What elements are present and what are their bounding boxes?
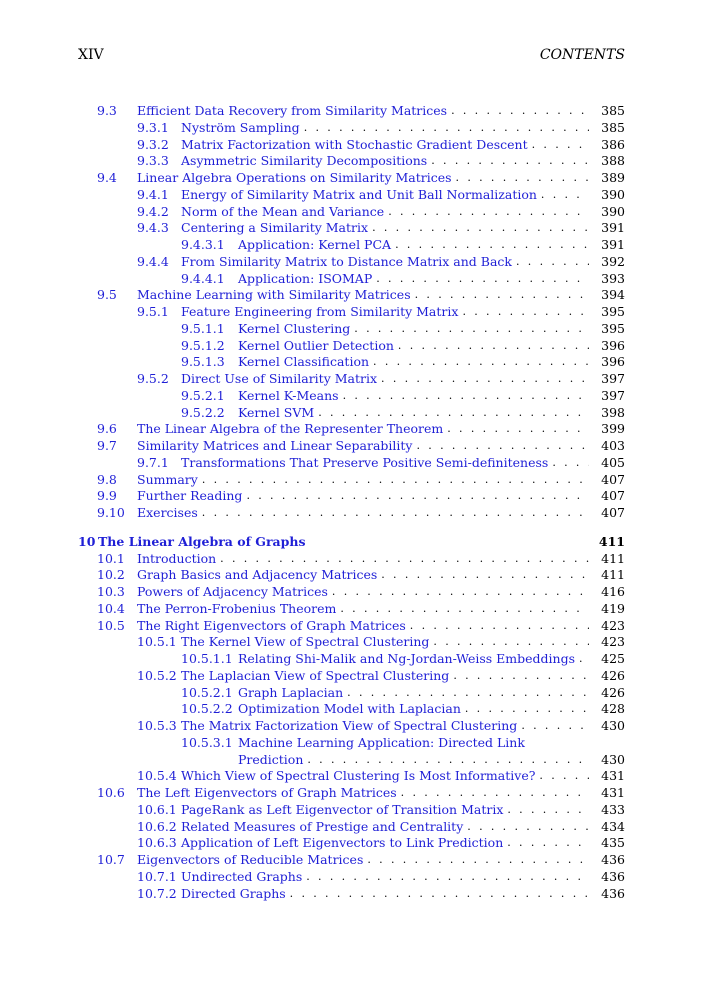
toc-entry-title-wrap[interactable] xyxy=(238,701,589,718)
toc-entry-title[interactable]: Graph Basics and Adjacency Matrices xyxy=(137,567,378,583)
toc-dot-leader xyxy=(401,785,589,802)
toc-entry-title-wrap[interactable] xyxy=(238,685,589,702)
toc-entry-title[interactable]: Similarity Matrices and Linear Separability xyxy=(137,438,413,453)
toc-entry-number[interactable]: 9.5 xyxy=(97,287,117,303)
toc-page-number: 411 xyxy=(601,550,625,566)
toc-dot-leader xyxy=(447,421,589,438)
toc-entry-title-wrap[interactable] xyxy=(238,735,589,752)
toc-page-number: 423 xyxy=(601,634,625,650)
toc-page-number: 397 xyxy=(601,387,625,403)
toc-page-number: 399 xyxy=(601,421,625,437)
toc-entry[interactable] xyxy=(78,438,625,455)
toc-page-number: 396 xyxy=(601,337,625,353)
toc-entry-title[interactable]: The Perron-Frobenius Theorem xyxy=(137,600,337,616)
toc-entry[interactable] xyxy=(78,120,625,137)
toc-entry-title[interactable]: Kernel K-Means xyxy=(238,387,339,403)
toc-entry[interactable] xyxy=(78,187,625,204)
toc-entry[interactable] xyxy=(78,254,625,271)
toc-page-number: 390 xyxy=(601,203,625,219)
toc-entry-number[interactable]: 10.6.1 xyxy=(137,801,177,817)
toc-entry-title[interactable]: Which View of Spectral Clustering Is Most Informative? xyxy=(181,768,536,784)
toc-entry-title[interactable]: Kernel Classification xyxy=(238,354,370,370)
toc-dot-leader xyxy=(467,819,589,836)
toc-entry-title[interactable]: The Left Eigenvectors of Graph Matrices xyxy=(137,785,397,800)
toc-entry[interactable] xyxy=(78,785,625,802)
toc-entry-number[interactable]: 10.2 xyxy=(97,567,125,583)
toc-dot-leader xyxy=(462,304,589,321)
toc-dot-leader xyxy=(381,371,589,388)
toc-entry-title[interactable]: The Linear Algebra of the Representer Theorem xyxy=(137,421,444,437)
toc-dot-leader xyxy=(220,551,589,568)
toc-entry[interactable] xyxy=(78,735,625,752)
toc-entry-title-wrap[interactable] xyxy=(181,835,589,852)
toc-entry-title[interactable]: Further Reading xyxy=(137,488,243,504)
toc-entry-title-wrap[interactable] xyxy=(238,237,589,254)
toc-entry-number[interactable]: 10.1 xyxy=(97,550,125,566)
toc-entry-title-wrap[interactable] xyxy=(238,388,589,405)
toc-page-number: 385 xyxy=(601,119,625,135)
toc-page-number: 407 xyxy=(601,488,625,504)
toc-dot-leader xyxy=(532,137,589,154)
toc-entry-number[interactable]: 9.9 xyxy=(97,488,117,504)
toc-dot-leader xyxy=(372,220,589,237)
toc-dot-leader xyxy=(340,601,589,618)
toc-dot-leader xyxy=(453,668,589,685)
toc-entry-title[interactable]: Relating Shi-Malik and Ng-Jordan-Weiss Embeddings xyxy=(238,651,576,666)
toc-dot-leader xyxy=(332,584,589,601)
toc-entry-number[interactable]: 10.5.3 xyxy=(137,718,177,733)
toc-entry-title-wrap[interactable] xyxy=(238,752,589,769)
toc-dot-leader xyxy=(398,338,589,355)
toc-entry-title-wrap[interactable] xyxy=(181,768,589,785)
toc-entry[interactable] xyxy=(78,204,625,221)
toc-entry-number[interactable]: 9.10 xyxy=(97,505,125,520)
toc-entry-number[interactable]: 10.6.3 xyxy=(137,835,177,851)
toc-page-number: 386 xyxy=(601,136,625,152)
toc-entry-number[interactable]: 9.3.1 xyxy=(137,119,169,135)
toc-entry-title-wrap[interactable] xyxy=(181,187,589,204)
toc-entry-title-wrap[interactable] xyxy=(181,204,589,221)
toc-entry-number[interactable]: 9.4.4.1 xyxy=(181,270,225,286)
toc-page-number: 407 xyxy=(601,471,625,487)
toc-page-number: 419 xyxy=(601,600,625,616)
toc-page-number: 392 xyxy=(601,253,625,269)
toc-page-number: 436 xyxy=(601,868,625,884)
toc-entry-number[interactable]: 10.6 xyxy=(97,785,125,800)
toc-entry[interactable] xyxy=(78,752,625,769)
toc-entry-title-wrap[interactable] xyxy=(181,371,589,388)
toc-entry[interactable] xyxy=(78,304,625,321)
toc-entry-number[interactable]: 9.5.1.2 xyxy=(181,337,225,353)
toc-page-number: 395 xyxy=(601,304,625,319)
toc-entry[interactable] xyxy=(78,802,625,819)
toc-entry-title[interactable]: The Matrix Factorization View of Spectral Clustering xyxy=(181,718,518,733)
toc-page-number: 393 xyxy=(601,270,625,286)
toc-page-number: 431 xyxy=(601,785,625,800)
toc-entry-title[interactable]: Transformations That Preserve Positive Semi-definiteness xyxy=(181,454,549,470)
toc-dot-leader xyxy=(373,354,589,371)
toc-entry-number[interactable]: 10.5.2.1 xyxy=(181,684,233,700)
toc-entry-title-wrap[interactable] xyxy=(137,852,589,869)
toc-entry-title[interactable]: Exercises xyxy=(137,505,198,520)
toc-page-number: 426 xyxy=(601,684,625,700)
toc-entry-title[interactable]: Kernel SVM xyxy=(238,404,315,420)
toc-entry-title[interactable]: Application: Kernel PCA xyxy=(238,237,392,252)
toc-dot-leader xyxy=(304,120,589,137)
toc-entry-title-wrap[interactable] xyxy=(238,651,589,668)
toc-entry-title-wrap[interactable] xyxy=(137,488,589,505)
toc-page-number: 389 xyxy=(601,170,625,185)
toc-page-number: 433 xyxy=(601,801,625,817)
toc-dot-leader xyxy=(347,685,589,702)
toc-dot-leader xyxy=(431,153,589,170)
toc-entry-number[interactable]: 10.5.2 xyxy=(137,667,177,683)
toc-entry-title[interactable]: The Kernel View of Spectral Clustering xyxy=(181,634,430,650)
toc-dot-leader xyxy=(451,103,589,120)
toc-entry[interactable] xyxy=(78,472,625,489)
toc-page-number: 411 xyxy=(598,533,625,549)
toc-entry-title[interactable]: Related Measures of Prestige and Centrality xyxy=(181,818,464,834)
toc-entry-title-wrap[interactable] xyxy=(181,220,589,237)
toc-page-number: 430 xyxy=(601,718,625,733)
toc-entry[interactable] xyxy=(78,768,625,785)
toc-entry-title[interactable]: Optimization Model with Laplacian xyxy=(238,701,461,717)
toc-entry-number[interactable]: 9.4.1 xyxy=(137,186,169,202)
toc-entry-title[interactable]: Kernel Clustering xyxy=(238,320,351,336)
toc-entry[interactable] xyxy=(78,668,625,685)
toc-entry-number[interactable]: 9.7 xyxy=(97,438,117,453)
toc-page-number: 407 xyxy=(601,505,625,520)
toc-entry-title[interactable]: Kernel Outlier Detection xyxy=(238,337,394,353)
toc-entry-number[interactable]: 9.3.2 xyxy=(137,136,169,152)
toc-dot-leader xyxy=(456,170,589,187)
toc-entry-title-wrap[interactable] xyxy=(238,338,589,355)
toc-entry-title[interactable]: Summary xyxy=(137,471,198,487)
toc-entry-number[interactable]: 9.3.3 xyxy=(137,153,169,169)
toc-entry-number[interactable]: 9.5.2.1 xyxy=(181,387,225,403)
toc-dot-leader xyxy=(541,187,589,204)
toc-dot-leader xyxy=(507,802,589,819)
toc-page-number: 394 xyxy=(601,287,625,303)
page-header xyxy=(78,47,625,65)
toc-dot-leader xyxy=(202,472,589,489)
toc-dot-leader xyxy=(354,321,589,338)
toc-entry[interactable] xyxy=(78,237,625,254)
toc-page-number: 397 xyxy=(601,371,625,386)
toc-dot-leader xyxy=(290,886,589,903)
toc-entry-title[interactable]: Application: ISOMAP xyxy=(238,270,373,286)
toc-entry-title-wrap[interactable] xyxy=(181,869,589,886)
toc-dot-leader xyxy=(307,752,589,769)
toc-entry-title[interactable]: Centering a Similarity Matrix xyxy=(181,220,369,236)
toc-entry-title[interactable]: Energy of Similarity Matrix and Unit Ball Normalization xyxy=(181,186,537,202)
toc-entry[interactable] xyxy=(78,287,625,304)
toc-page-number: 430 xyxy=(601,751,625,767)
toc-dot-leader xyxy=(202,505,589,522)
toc-entry[interactable] xyxy=(78,170,625,187)
toc-page-number: 403 xyxy=(601,438,625,453)
toc-entry-number[interactable]: 9.4.4 xyxy=(137,253,169,269)
toc-entry-title-wrap[interactable] xyxy=(137,551,589,568)
toc-entry[interactable] xyxy=(78,220,625,237)
toc-dot-leader xyxy=(367,852,589,869)
toc-entry-title-wrap[interactable] xyxy=(137,567,589,584)
toc-entry-title[interactable]: Prediction xyxy=(238,751,304,767)
toc-entry-number[interactable]: 9.5.1.1 xyxy=(181,320,225,336)
toc-dot-leader xyxy=(318,405,589,422)
toc-entry-title[interactable]: Introduction xyxy=(137,550,217,566)
toc-entry-title[interactable]: Application of Left Eigenvectors to Link Prediction xyxy=(181,835,504,851)
toc-entry-title[interactable]: Directed Graphs xyxy=(181,885,286,901)
toc-entry-title-wrap[interactable] xyxy=(181,802,589,819)
toc-entry[interactable] xyxy=(78,835,625,852)
toc-entry-number[interactable]: 10.6.2 xyxy=(137,818,177,834)
toc-entry[interactable] xyxy=(78,103,625,120)
toc-entry-title[interactable]: From Similarity Matrix to Distance Matrix and Back xyxy=(181,253,512,269)
toc-entry-title-wrap[interactable] xyxy=(238,321,589,338)
toc-page-number: 385 xyxy=(601,103,625,118)
toc-entry-title[interactable]: Nyström Sampling xyxy=(181,119,300,135)
toc-entry-number[interactable]: 10.4 xyxy=(97,600,125,616)
toc-entry-title-wrap[interactable] xyxy=(137,421,589,438)
toc-dot-leader xyxy=(415,287,589,304)
toc-entry-number[interactable]: 9.4.2 xyxy=(137,203,169,219)
toc-entry-number[interactable]: 9.6 xyxy=(97,421,117,437)
toc-entry[interactable] xyxy=(78,153,625,170)
toc-dot-leader xyxy=(388,204,589,221)
toc-entry-number[interactable]: 10 xyxy=(78,533,96,549)
toc-entry[interactable] xyxy=(78,701,625,718)
toc-entry-number[interactable]: 10.5 xyxy=(97,617,125,633)
toc-entry[interactable] xyxy=(78,819,625,836)
toc-page-number: 428 xyxy=(601,701,625,717)
toc-entry-number[interactable]: 9.8 xyxy=(97,471,117,487)
toc-page-number: 398 xyxy=(601,404,625,420)
toc-entry-title[interactable]: The Linear Algebra of Graphs xyxy=(98,533,306,549)
toc-dot-leader xyxy=(376,271,589,288)
toc-entry-title-wrap[interactable] xyxy=(137,438,589,455)
toc-entry-title-wrap[interactable] xyxy=(137,505,589,522)
toc-page-number: 436 xyxy=(601,852,625,867)
toc-entry[interactable] xyxy=(78,388,625,405)
toc-entry-title-wrap[interactable] xyxy=(181,634,589,651)
toc-entry-number[interactable]: 10.5.3.1 xyxy=(181,734,233,750)
toc-page-number: 391 xyxy=(601,237,625,252)
toc-page-number: 411 xyxy=(601,567,625,583)
toc-entry[interactable] xyxy=(78,685,625,702)
toc-entry-title[interactable]: Powers of Adjacency Matrices xyxy=(137,584,328,599)
toc-entry-number[interactable]: 10.7 xyxy=(97,852,125,867)
toc-entry-number[interactable]: 10.3 xyxy=(97,584,125,599)
toc-dot-leader xyxy=(465,701,589,718)
toc-entry-number[interactable]: 9.7.1 xyxy=(137,454,169,470)
toc-page-number: 431 xyxy=(601,768,625,784)
toc-entry-title-wrap[interactable] xyxy=(137,472,589,489)
toc-entry-title[interactable]: Eigenvectors of Reducible Matrices xyxy=(137,852,364,867)
toc-entry-number[interactable]: 10.5.1 xyxy=(137,634,177,650)
toc-entry-title[interactable]: Linear Algebra Operations on Similarity Matrices xyxy=(137,170,452,185)
toc-entry-number[interactable]: 9.5.2 xyxy=(137,371,169,386)
toc-dot-leader xyxy=(579,651,589,668)
toc-page-number: 426 xyxy=(601,667,625,683)
toc-entry-title-wrap[interactable] xyxy=(137,584,589,601)
toc-entry-title[interactable]: Machine Learning Application: Directed Link xyxy=(238,734,525,750)
table-of-contents xyxy=(78,103,625,902)
toc-dot-leader xyxy=(539,768,589,785)
toc-page-number: 390 xyxy=(601,186,625,202)
toc-page-number: 388 xyxy=(601,153,625,169)
toc-dot-leader xyxy=(552,455,589,472)
toc-entry-number[interactable]: 9.5.1.3 xyxy=(181,354,225,370)
toc-entry[interactable] xyxy=(78,634,625,651)
toc-dot-leader xyxy=(507,835,589,852)
toc-entry[interactable] xyxy=(78,455,625,472)
toc-entry[interactable] xyxy=(78,488,625,505)
toc-entry-number[interactable]: 9.3 xyxy=(97,103,117,118)
toc-entry-title[interactable]: Efficient Data Recovery from Similarity Matrices xyxy=(137,103,448,118)
toc-dot-leader xyxy=(416,438,589,455)
toc-entry-number[interactable]: 10.5.4 xyxy=(137,768,177,784)
toc-page-number: 436 xyxy=(601,885,625,901)
toc-entry-number[interactable]: 10.7.1 xyxy=(137,868,177,884)
toc-entry-title[interactable]: The Right Eigenvectors of Graph Matrices xyxy=(137,617,406,633)
toc-page-number: 425 xyxy=(601,651,625,666)
page-number-roman: XIV xyxy=(78,47,104,63)
toc-entry[interactable] xyxy=(78,601,625,618)
toc-entry-title-wrap[interactable] xyxy=(137,785,589,802)
toc-dot-leader xyxy=(516,254,589,271)
toc-entry-title-wrap[interactable] xyxy=(137,601,589,618)
toc-entry[interactable] xyxy=(78,421,625,438)
toc-entry-title[interactable]: The Laplacian View of Spectral Clustering xyxy=(181,667,450,683)
toc-entry-number[interactable]: 9.4.3 xyxy=(137,220,169,236)
toc-entry-title-wrap[interactable] xyxy=(181,153,589,170)
toc-page-number: 391 xyxy=(601,220,625,236)
toc-entry-title-wrap[interactable] xyxy=(137,170,589,187)
toc-entry[interactable] xyxy=(78,718,625,735)
toc-dot-leader xyxy=(521,718,589,735)
toc-entry-number[interactable]: 9.4.3.1 xyxy=(181,237,225,252)
toc-entry[interactable] xyxy=(78,321,625,338)
toc-dot-leader xyxy=(381,567,589,584)
toc-page-number: 395 xyxy=(601,320,625,336)
toc-chapter-entry[interactable] xyxy=(78,534,625,551)
chapter-gap xyxy=(78,522,625,534)
toc-entry[interactable] xyxy=(78,137,625,154)
toc-entry-number[interactable]: 10.5.2.2 xyxy=(181,701,233,717)
toc-page-number: 434 xyxy=(601,818,625,834)
toc-entry-title-wrap[interactable] xyxy=(181,254,589,271)
toc-entry[interactable] xyxy=(78,651,625,668)
toc-dot-leader xyxy=(246,488,589,505)
toc-entry-number[interactable]: 9.5.1 xyxy=(137,304,169,319)
toc-entry[interactable] xyxy=(78,567,625,584)
toc-page-number: 423 xyxy=(601,617,625,633)
toc-entry-number[interactable]: 10.5.1.1 xyxy=(181,651,233,666)
toc-entry-title-wrap[interactable] xyxy=(137,287,589,304)
toc-entry-title-wrap[interactable] xyxy=(238,354,589,371)
toc-entry[interactable] xyxy=(78,405,625,422)
toc-page-number: 435 xyxy=(601,835,625,851)
toc-entry-title[interactable]: Asymmetric Similarity Decompositions xyxy=(181,153,428,169)
toc-entry-title-wrap[interactable] xyxy=(238,271,589,288)
toc-entry-title[interactable]: Undirected Graphs xyxy=(181,868,303,884)
toc-entry-title-wrap[interactable] xyxy=(181,304,589,321)
toc-entry-title-wrap[interactable] xyxy=(181,120,589,137)
toc-entry-title[interactable]: Norm of the Mean and Variance xyxy=(181,203,385,219)
toc-entry-title-wrap[interactable] xyxy=(238,405,589,422)
toc-entry[interactable] xyxy=(78,551,625,568)
toc-entry[interactable] xyxy=(78,852,625,869)
toc-entry-number[interactable]: 9.5.2.2 xyxy=(181,404,225,420)
toc-entry[interactable] xyxy=(78,618,625,635)
toc-entry-title-wrap[interactable] xyxy=(181,886,589,903)
toc-dot-leader xyxy=(395,237,589,254)
toc-entry-title[interactable]: Direct Use of Similarity Matrix xyxy=(181,371,378,386)
toc-entry-title[interactable]: Machine Learning with Similarity Matrices xyxy=(137,287,411,303)
toc-entry[interactable] xyxy=(78,271,625,288)
toc-entry-title[interactable]: PageRank as Left Eigenvector of Transition Matrix xyxy=(181,801,504,817)
toc-entry-title-wrap[interactable] xyxy=(181,137,589,154)
toc-entry-title-wrap[interactable] xyxy=(181,718,589,735)
toc-entry-title-wrap[interactable] xyxy=(137,103,589,120)
toc-entry-title[interactable]: Feature Engineering from Similarity Matrix xyxy=(181,304,459,319)
running-head: CONTENTS xyxy=(539,47,625,63)
toc-entry-title-wrap[interactable] xyxy=(181,455,589,472)
toc-entry-title-wrap[interactable] xyxy=(137,618,589,635)
toc-entry[interactable] xyxy=(78,354,625,371)
toc-entry[interactable] xyxy=(78,505,625,522)
toc-dot-leader xyxy=(343,388,589,405)
toc-entry[interactable] xyxy=(78,584,625,601)
toc-entry[interactable] xyxy=(78,338,625,355)
toc-entry[interactable] xyxy=(78,371,625,388)
toc-entry[interactable] xyxy=(78,886,625,903)
toc-dot-leader xyxy=(410,618,589,635)
toc-entry-title-wrap[interactable] xyxy=(181,819,589,836)
toc-page-number: 396 xyxy=(601,354,625,370)
toc-page-number: 405 xyxy=(601,454,625,470)
toc-page-number: 416 xyxy=(601,584,625,599)
toc-entry-title[interactable]: Matrix Factorization with Stochastic Gradient Descent xyxy=(181,136,528,152)
toc-dot-leader xyxy=(306,869,589,886)
toc-dot-leader xyxy=(433,634,589,651)
toc-entry-number[interactable]: 9.4 xyxy=(97,170,117,185)
toc-entry-title[interactable]: Graph Laplacian xyxy=(238,684,344,700)
toc-entry-title-wrap[interactable] xyxy=(98,534,589,551)
toc-entry-number[interactable]: 10.7.2 xyxy=(137,885,177,901)
toc-entry-title-wrap[interactable] xyxy=(181,668,589,685)
toc-entry[interactable] xyxy=(78,869,625,886)
